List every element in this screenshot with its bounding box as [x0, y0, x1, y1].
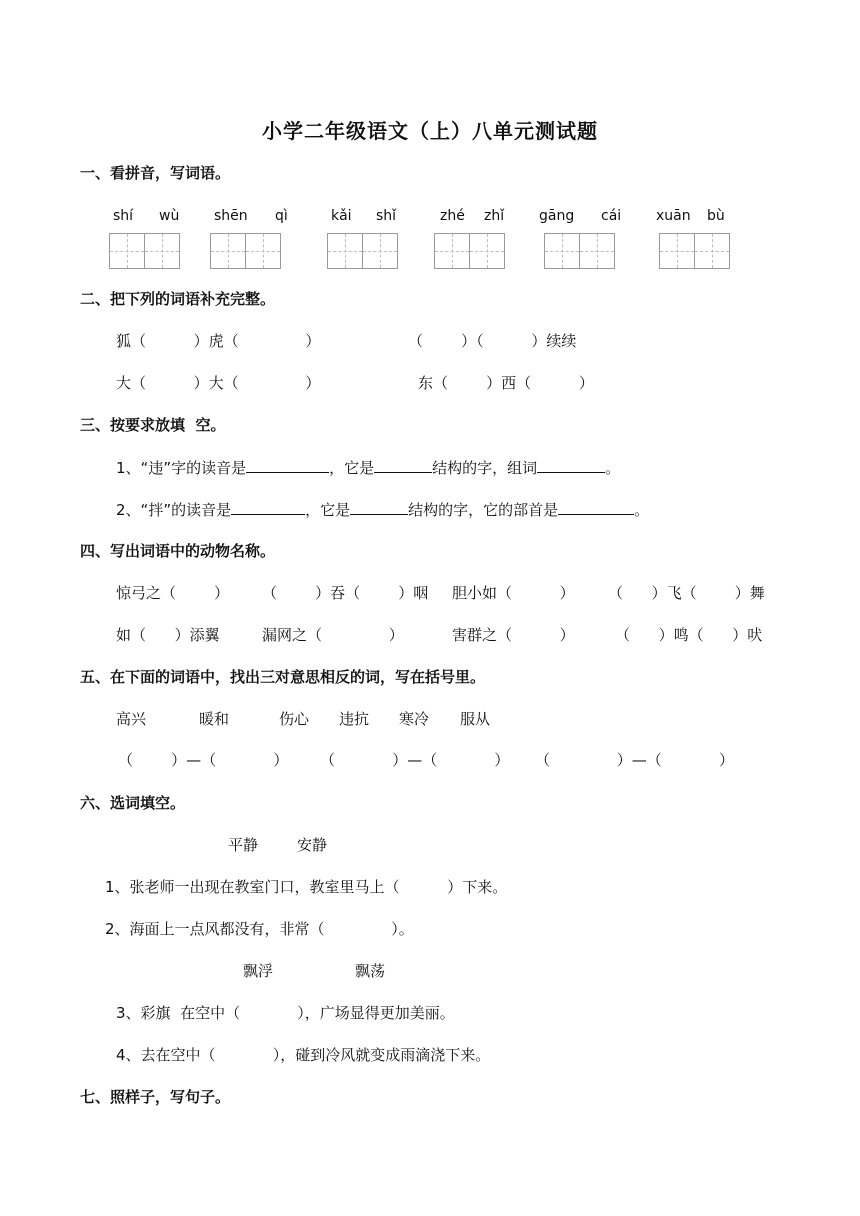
- answer-blank[interactable]: [374, 457, 432, 473]
- pinyin: zhǐ: [484, 208, 505, 224]
- animal-idiom: （ ）鸣（ ）吠: [615, 626, 763, 644]
- idiom-line: 狐（ ）虎（ ）: [116, 332, 321, 350]
- section-4-heading: 四、写出词语中的动物名称。: [80, 542, 276, 560]
- pinyin: kǎi: [331, 208, 352, 224]
- word: 高兴: [116, 710, 147, 728]
- fill-question: 3、彩旗 在空中（ ），广场显得更加美丽。: [116, 1004, 455, 1022]
- antonym-pair: （ ）—（ ）: [118, 751, 289, 769]
- fill-question: 4、去在空中（ ），碰到冷风就变成雨滴浇下来。: [116, 1046, 491, 1064]
- animal-idiom: 漏网之（ ）: [262, 626, 404, 644]
- writing-grid[interactable]: [434, 233, 505, 269]
- pinyin: bù: [707, 208, 725, 224]
- section-5-heading: 五、在下面的词语中，找出三对意思相反的词，写在括号里。: [80, 668, 486, 686]
- word: 伤心: [279, 710, 310, 728]
- word-choice: 安静: [297, 836, 328, 854]
- pinyin: xuān: [656, 208, 691, 224]
- fill-question: 1、张老师一出现在教室门口，教室里马上（ ）下来。: [105, 878, 508, 896]
- writing-grid[interactable]: [210, 233, 281, 269]
- page-title: 小学二年级语文（上）八单元测试题: [262, 119, 598, 143]
- animal-idiom: （ ）飞（ ）舞: [608, 584, 765, 602]
- writing-grid[interactable]: [659, 233, 730, 269]
- section-2-heading: 二、把下列的词语补充完整。: [80, 290, 276, 308]
- pinyin: gāng: [539, 208, 575, 224]
- word: 违抗: [339, 710, 370, 728]
- writing-grid[interactable]: [109, 233, 180, 269]
- word: 暖和: [199, 710, 230, 728]
- section-1-heading: 一、看拼音，写词语。: [80, 164, 231, 182]
- answer-blank[interactable]: [537, 457, 605, 473]
- writing-grid[interactable]: [544, 233, 615, 269]
- word-choice: 飘荡: [355, 962, 386, 980]
- word: 寒冷: [399, 710, 430, 728]
- pinyin: shēn: [214, 208, 248, 224]
- animal-idiom: 害群之（ ）: [452, 626, 575, 644]
- antonym-pair: （ ）—（ ）: [535, 751, 734, 769]
- pinyin: wù: [159, 208, 180, 224]
- word: 服从: [460, 710, 491, 728]
- word-choice: 飘浮: [243, 962, 274, 980]
- question-3-2: 2、“拌”的读音是 ，它是 结构的字，它的部首是 。: [116, 501, 650, 519]
- word-choice: 平静: [228, 836, 259, 854]
- pinyin: cái: [601, 208, 622, 224]
- idiom-line: （ ）（ ）续续: [408, 332, 577, 350]
- section-3-heading: 三、按要求放填 空。: [80, 416, 226, 434]
- answer-blank[interactable]: [558, 499, 634, 515]
- writing-grid[interactable]: [327, 233, 398, 269]
- question-3-1: 1、“违”字的读音是 ，它是 结构的字，组词 。: [116, 459, 621, 477]
- pinyin: zhé: [440, 208, 465, 224]
- answer-blank[interactable]: [350, 499, 408, 515]
- fill-question: 2、海面上一点风都没有，非常（ ）。: [105, 920, 414, 938]
- answer-blank[interactable]: [231, 499, 305, 515]
- idiom-line: 东（ ）西（ ）: [418, 374, 594, 392]
- animal-idiom: 惊弓之（ ）: [116, 584, 230, 602]
- pinyin: shí: [113, 208, 134, 224]
- animal-idiom: （ ）吞（ ）咽: [262, 584, 429, 602]
- idiom-line: 大（ ）大（ ）: [116, 374, 321, 392]
- section-6-heading: 六、选词填空。: [80, 794, 186, 812]
- antonym-pair: （ ）—（ ）: [320, 751, 510, 769]
- pinyin: shǐ: [376, 208, 397, 224]
- pinyin: qì: [275, 208, 288, 224]
- animal-idiom: 如（ ）添翼: [116, 626, 220, 644]
- animal-idiom: 胆小如（ ）: [452, 584, 575, 602]
- section-7-heading: 七、照样子，写句子。: [80, 1088, 231, 1106]
- answer-blank[interactable]: [246, 457, 329, 473]
